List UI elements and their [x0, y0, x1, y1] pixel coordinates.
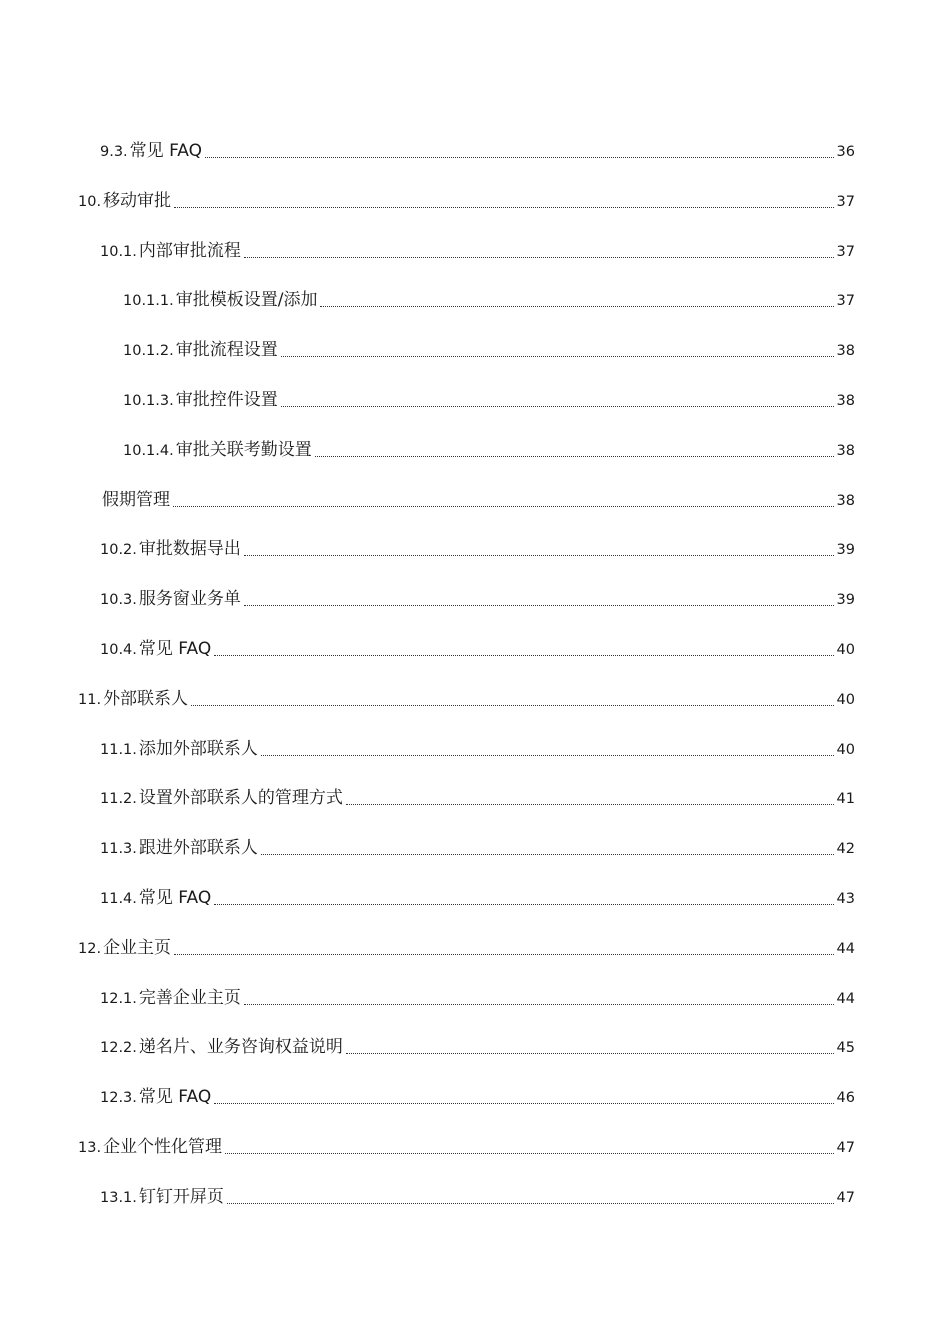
toc-entry-10-1-2[interactable]: [0, 326, 950, 376]
toc-number: 12.2.: [100, 1040, 137, 1057]
toc-title: 添加外部联系人: [138, 738, 258, 759]
toc-number: 11.1.: [100, 741, 137, 758]
toc-page-number: 44: [836, 990, 855, 1007]
toc-page-number: 46: [836, 1090, 855, 1107]
toc-page-number: 41: [836, 791, 855, 808]
toc-page-number: 40: [836, 741, 855, 758]
dot-leader: [173, 506, 834, 507]
toc-entry-10-1[interactable]: [0, 227, 950, 277]
toc-title: 审批控件设置: [175, 389, 278, 410]
toc-title: 审批关联考勤设置: [175, 439, 312, 460]
toc-entry-12-1[interactable]: [0, 974, 950, 1024]
toc-entry-10-2[interactable]: [0, 525, 950, 575]
dot-leader: [244, 257, 834, 258]
toc-entry-10-1-1[interactable]: [0, 276, 950, 326]
dot-leader: [315, 456, 834, 457]
dot-leader: [346, 1053, 834, 1054]
toc-page-number: 37: [836, 293, 855, 310]
dot-leader: [346, 804, 834, 805]
dot-leader: [244, 555, 834, 556]
toc-page-number: 40: [836, 691, 855, 708]
toc-entry-holiday-management[interactable]: [0, 476, 950, 526]
toc-title: 常见 FAQ: [138, 887, 212, 908]
toc-number: 10.: [78, 193, 102, 210]
toc-title: 企业主页: [103, 937, 172, 958]
dot-leader: [281, 356, 834, 357]
toc-number: 10.2.: [100, 542, 137, 559]
toc-title: 移动审批: [103, 190, 172, 211]
toc-title: 审批流程设置: [175, 340, 278, 361]
toc-number: 11.4.: [100, 890, 137, 907]
toc-number: 12.3.: [100, 1090, 137, 1107]
toc-entry-12-2[interactable]: [0, 1023, 950, 1073]
toc-entry-11-4[interactable]: [0, 874, 950, 924]
toc-title: 外部联系人: [103, 688, 189, 709]
dot-leader: [214, 655, 833, 656]
toc-number: 11.3.: [100, 841, 137, 858]
toc-number: 10.3.: [100, 592, 137, 609]
toc-title: 钉钉开屏页: [138, 1186, 224, 1207]
toc-page-number: 47: [836, 1139, 855, 1156]
toc-number: 10.1.2.: [123, 343, 174, 360]
toc-entry-13-1[interactable]: [0, 1173, 950, 1223]
toc-title: 常见 FAQ: [138, 638, 212, 659]
dot-leader: [205, 157, 834, 158]
dot-leader: [244, 1004, 834, 1005]
toc-entry-11-3[interactable]: [0, 824, 950, 874]
toc-entry-11-2[interactable]: [0, 774, 950, 824]
toc-title: 完善企业主页: [138, 987, 241, 1008]
toc-entry-10-3[interactable]: [0, 575, 950, 625]
dot-leader: [174, 207, 833, 208]
toc-title: 审批模板设置/添加: [175, 290, 318, 311]
toc-entry-12[interactable]: [0, 924, 950, 974]
toc-number: 11.: [78, 691, 102, 708]
dot-leader: [320, 306, 833, 307]
toc-number: 10.4.: [100, 641, 137, 658]
toc-page-number: 37: [836, 193, 855, 210]
toc-page-number: 38: [836, 492, 855, 509]
toc-number: 13.1.: [100, 1189, 137, 1206]
toc-number: 10.1.4.: [123, 442, 174, 459]
toc-title: 常见 FAQ: [129, 141, 203, 161]
toc-page-number: 43: [836, 890, 855, 907]
toc-number: 13.: [78, 1139, 102, 1156]
toc-title: 服务窗业务单: [138, 589, 241, 610]
dot-leader: [244, 605, 834, 606]
toc-entry-9-3[interactable]: [0, 127, 950, 177]
toc-number: 10.1.3.: [123, 392, 174, 409]
toc-entry-10-1-3[interactable]: [0, 376, 950, 426]
toc-entry-12-3[interactable]: [0, 1073, 950, 1123]
toc-title: 假期管理: [102, 489, 170, 510]
toc-page-number: 39: [836, 592, 855, 609]
toc-title: 企业个性化管理: [103, 1136, 223, 1157]
toc-number: 9.3.: [100, 144, 128, 160]
toc-page-number: 36: [836, 144, 855, 160]
dot-leader: [214, 904, 833, 905]
toc-page-number: 42: [836, 841, 855, 858]
toc-page-number: 37: [836, 243, 855, 260]
toc-page-number: 44: [836, 940, 855, 957]
toc-entry-10-4[interactable]: [0, 625, 950, 675]
table-of-contents: [0, 127, 950, 1223]
toc-title: 审批数据导出: [138, 539, 241, 560]
toc-page-number: 47: [836, 1189, 855, 1206]
dot-leader: [281, 406, 834, 407]
dot-leader: [191, 705, 833, 706]
toc-page-number: 38: [836, 343, 855, 360]
dot-leader: [261, 755, 834, 756]
toc-number: 11.2.: [100, 791, 137, 808]
toc-title: 递名片、业务咨询权益说明: [138, 1037, 343, 1058]
dot-leader: [261, 854, 834, 855]
toc-entry-11-1[interactable]: [0, 725, 950, 775]
toc-page-number: 39: [836, 542, 855, 559]
toc-title: 内部审批流程: [138, 240, 241, 261]
toc-title: 常见 FAQ: [138, 1087, 212, 1108]
toc-page-number: 45: [836, 1040, 855, 1057]
toc-number: 12.: [78, 940, 102, 957]
toc-entry-10[interactable]: [0, 177, 950, 227]
toc-page-number: 40: [836, 641, 855, 658]
dot-leader: [214, 1103, 833, 1104]
dot-leader: [225, 1153, 833, 1154]
toc-number: 10.1.1.: [123, 293, 174, 310]
toc-entry-13[interactable]: [0, 1123, 950, 1173]
toc-page-number: 38: [836, 392, 855, 409]
toc-page-number: 38: [836, 442, 855, 459]
toc-number: 10.1.: [100, 243, 137, 260]
dot-leader: [174, 954, 833, 955]
toc-number: 12.1.: [100, 990, 137, 1007]
toc-title: 跟进外部联系人: [138, 838, 258, 859]
toc-entry-10-1-4[interactable]: [0, 426, 950, 476]
toc-title: 设置外部联系人的管理方式: [138, 788, 343, 809]
dot-leader: [227, 1203, 834, 1204]
toc-entry-11[interactable]: [0, 675, 950, 725]
